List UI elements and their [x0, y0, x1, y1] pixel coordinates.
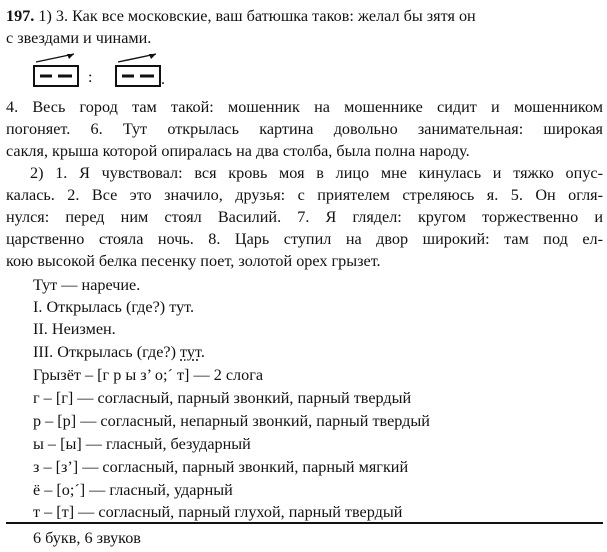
sentence-scheme — [30, 52, 170, 92]
phonetic-line-3: р – [р] — согласный, непарный звонкий, парный твердый — [33, 412, 430, 430]
scheme-dot: . — [161, 71, 165, 88]
analysis-line-1: Тут — наречие. — [33, 276, 141, 294]
scheme-colon: : — [88, 69, 93, 86]
phonetic-line-7: т – [т] — согласный, парный глухой, парный твердый — [33, 503, 403, 521]
underlined-word: тут — [180, 343, 201, 361]
exercise-header-line — [6, 6, 603, 26]
text-line-5: калась. 2. Все это значило, друзья: с приятелем стреляюсь я. 5. Он огля- — [6, 186, 603, 204]
analysis-line-2: I. Открылась (где?) тут. — [33, 298, 195, 316]
text-line-1: 4. Весь город там такой: мошенник на мошеннике сидит и мошенником — [6, 98, 603, 116]
phonetic-line-6: ё – [о;´] — гласный, ударный — [33, 481, 233, 499]
phonetic-line-5: з – [з’] — согласный, парный звонкий, парный мягкий — [33, 458, 409, 476]
analysis-line-4: III. Открылась (где?) тут. — [33, 343, 205, 361]
summary-line: 6 букв, 6 звуков — [33, 529, 141, 547]
text-line-7: царственно стояла ночь. 8. Царь ступил на двор широкий: там под ел- — [6, 230, 603, 248]
phonetic-line-1: Грызёт – [г р ы з’ о;´ т] — 2 слога — [33, 366, 264, 384]
text-line-6: нулся: перед ним стоял Василий. 7. Я глядел: кругом торжественно и — [6, 208, 603, 226]
analysis-line-3: II. Неизмен. — [33, 320, 116, 338]
exercise-number: 197. — [6, 7, 35, 25]
part1-intro: 1) 3. Как все московские, ваш батюшка таков: желал бы зятя он — [34, 7, 476, 25]
part1-continuation: с звездами и чинами. — [6, 29, 152, 47]
phonetic-line-4: ы – [ы] — гласный, безударный — [33, 435, 251, 453]
scheme-right-box — [116, 54, 160, 86]
text-line-4: 2) 1. Я чувствовал: вся кровь моя в лицо мне кинулась и тяжко опус- — [30, 164, 603, 182]
text-line-2: погоняет. 6. Тут открылась картина довольно занимательная: широкая — [6, 120, 603, 138]
scheme-left-box — [34, 54, 78, 86]
separator-rule — [6, 522, 603, 524]
text-line-3: сакля, крыша которой опиралась на два столба, была полна народу. — [6, 142, 470, 160]
phonetic-line-2: г – [г] — согласный, парный звонкий, парный твердый — [33, 389, 412, 407]
text-line-8: кою высокой белка песенку поет, золотой орех грызет. — [6, 252, 381, 270]
